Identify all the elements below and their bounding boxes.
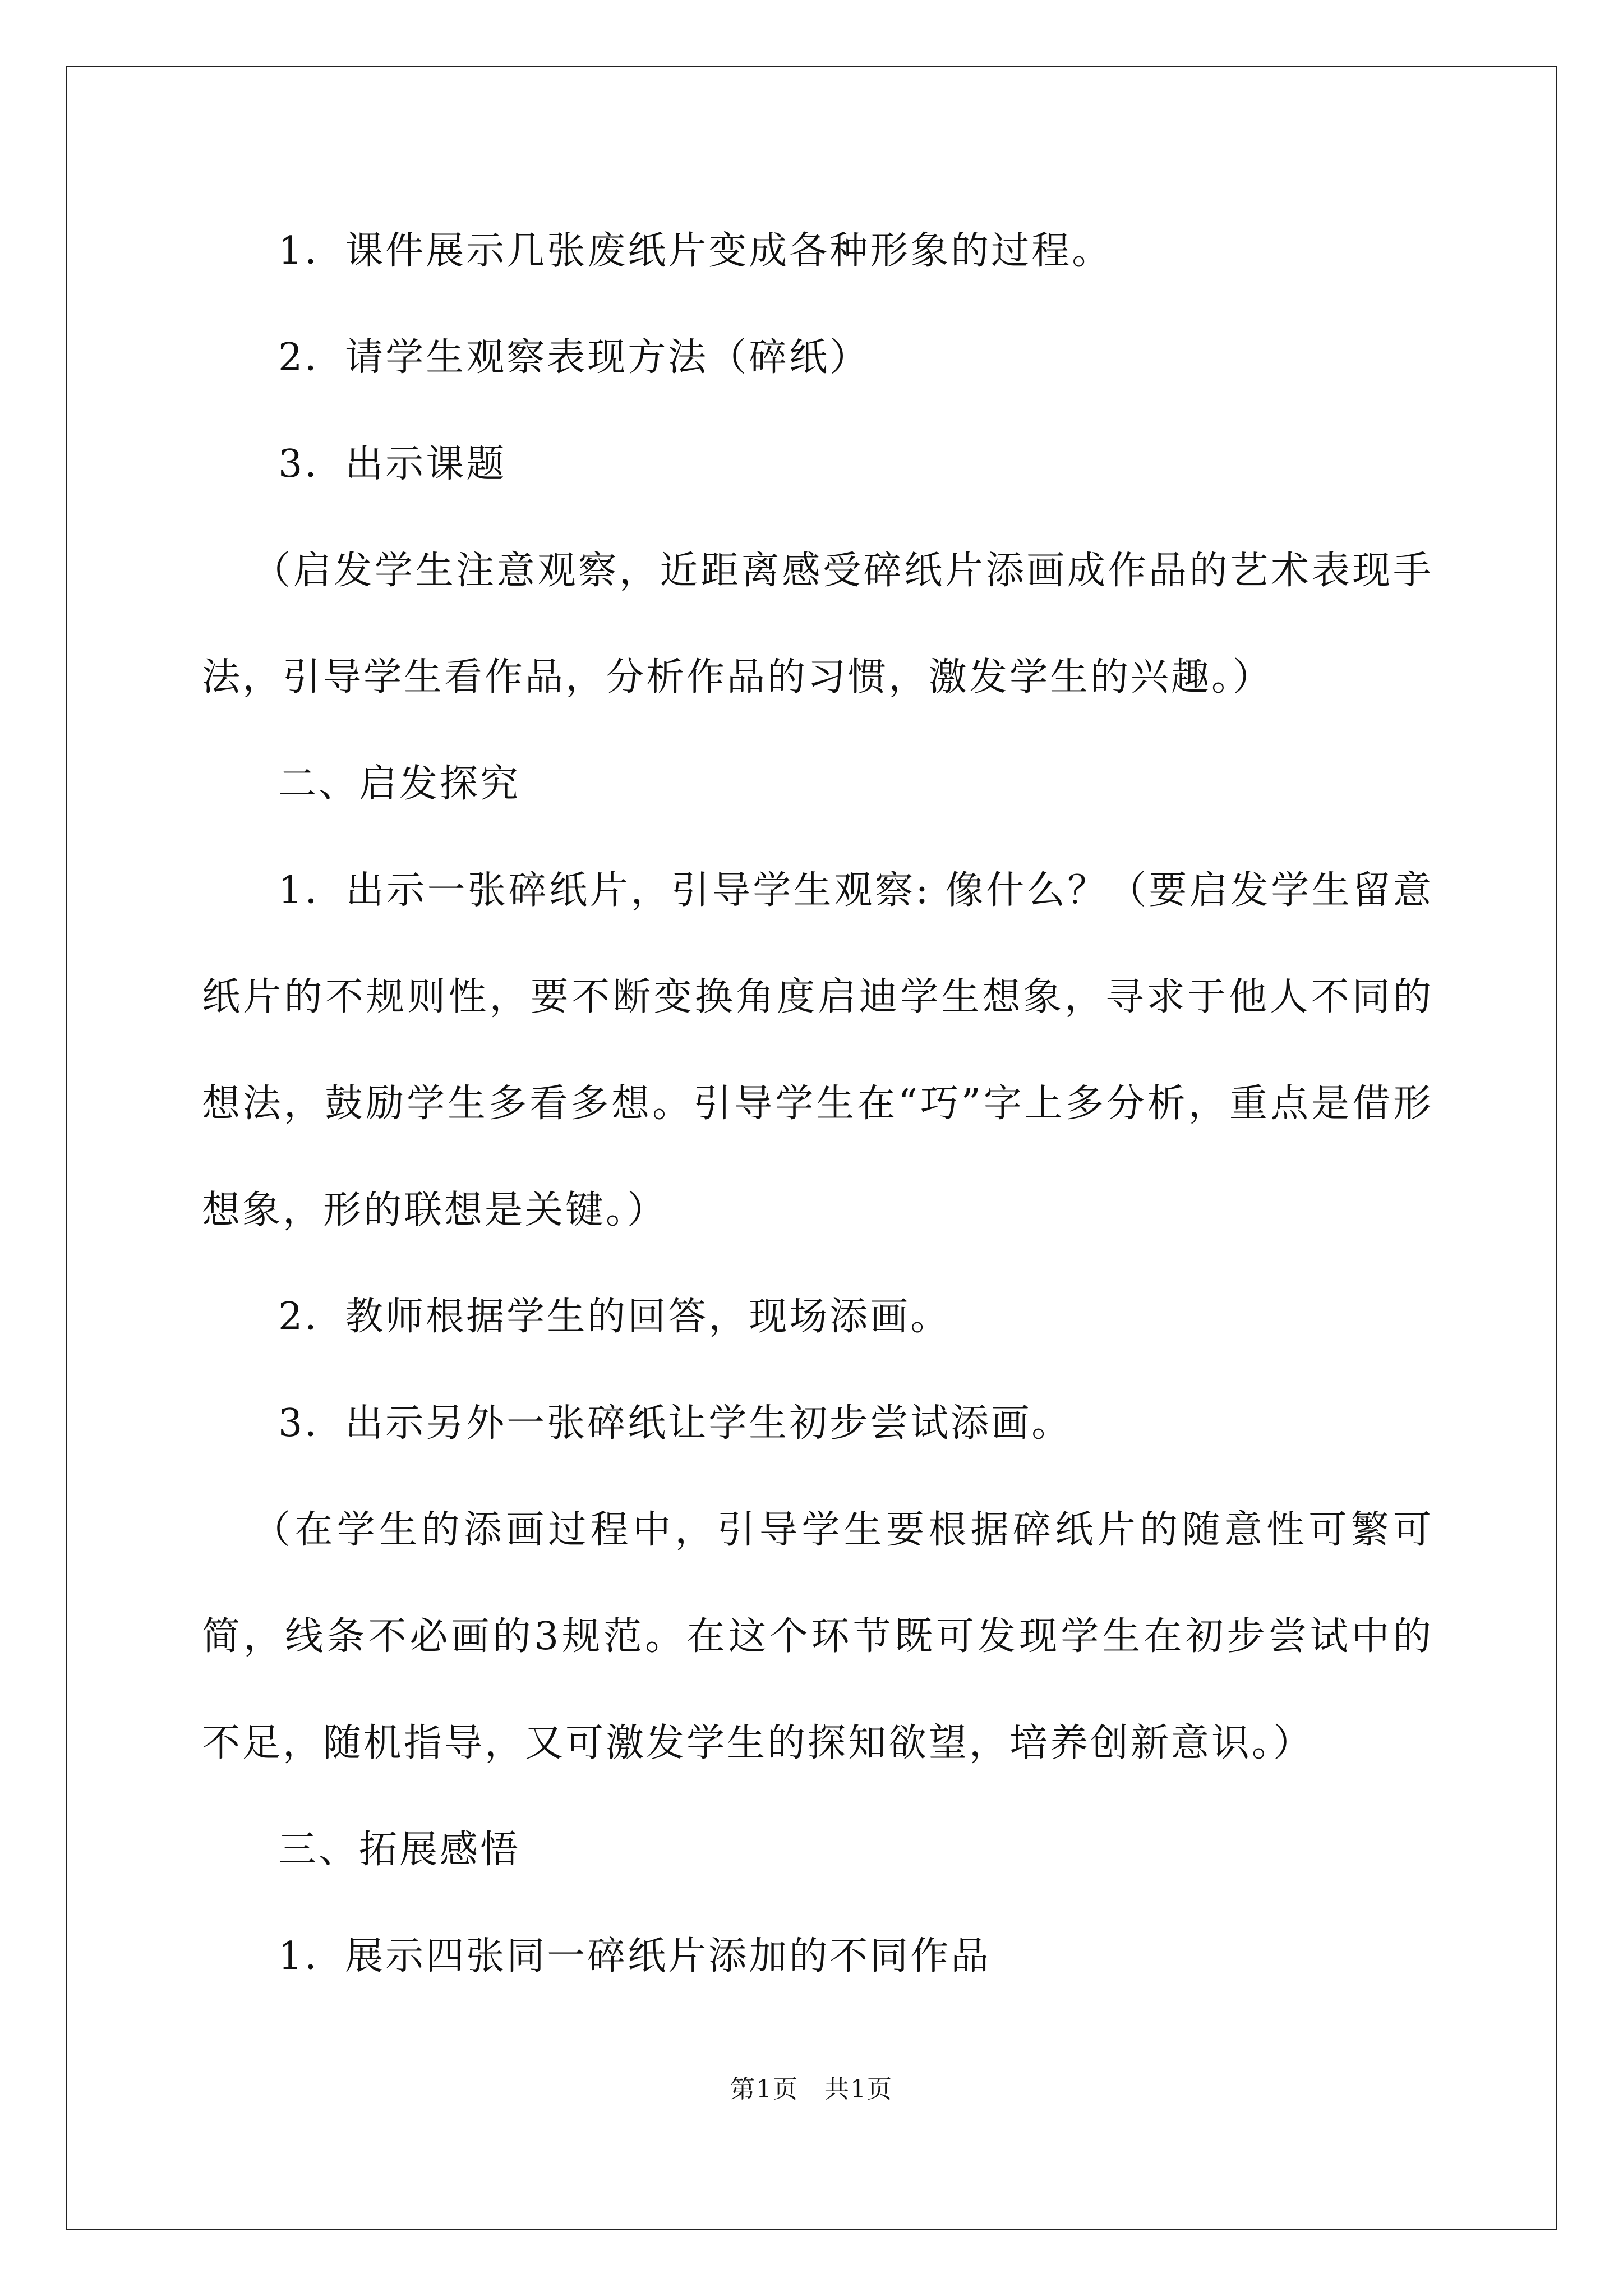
paragraph-1: 1．课件展示几张废纸片变成各种形象的过程。 (278, 229, 1113, 273)
paragraph-4: （启发学生注意观察，近距离感受碎纸片添画成作品的艺术表现手法，引导学生看作品，分析作品的习惯，激发学生的兴趣。） (202, 549, 1433, 700)
paragraph-9: 1．展示四张同一碎纸片添加的不同作品 (278, 1934, 992, 1978)
section-heading-3: 三、拓展感悟 (278, 1828, 521, 1872)
paragraph-7: 3．出示另外一张碎纸让学生初步尝试添画。 (278, 1401, 1072, 1446)
paragraph-6: 2．教师根据学生的回答，现场添画。 (278, 1295, 951, 1339)
paragraph-8: （在学生的添画过程中，引导学生要根据碎纸片的随意性可繁可简，线条不必画的3规范。在这个环节既可发现学生在初步尝试中的不足，随机指导，又可激发学生的探知欲望，培养创新意识。） (202, 1508, 1433, 1765)
paragraph-5: 1．出示一张碎纸片，引导学生观察: 像什么？（要启发学生留意纸片的不规则性，要不断变换角度启迪学生想象，寻求于他人不同的想法，鼓励学生多看多想。引导学生在“巧”字上多分析，重点是借形想象，形的联想是关键。） (202, 868, 1433, 1232)
page-footer: 第1页 共1页 (730, 2075, 893, 2104)
paragraph-3: 3．出示课题 (278, 442, 507, 486)
section-heading-2: 二、启发探究 (278, 762, 521, 806)
paragraph-2: 2．请学生观察表现方法（碎纸） (278, 335, 870, 380)
